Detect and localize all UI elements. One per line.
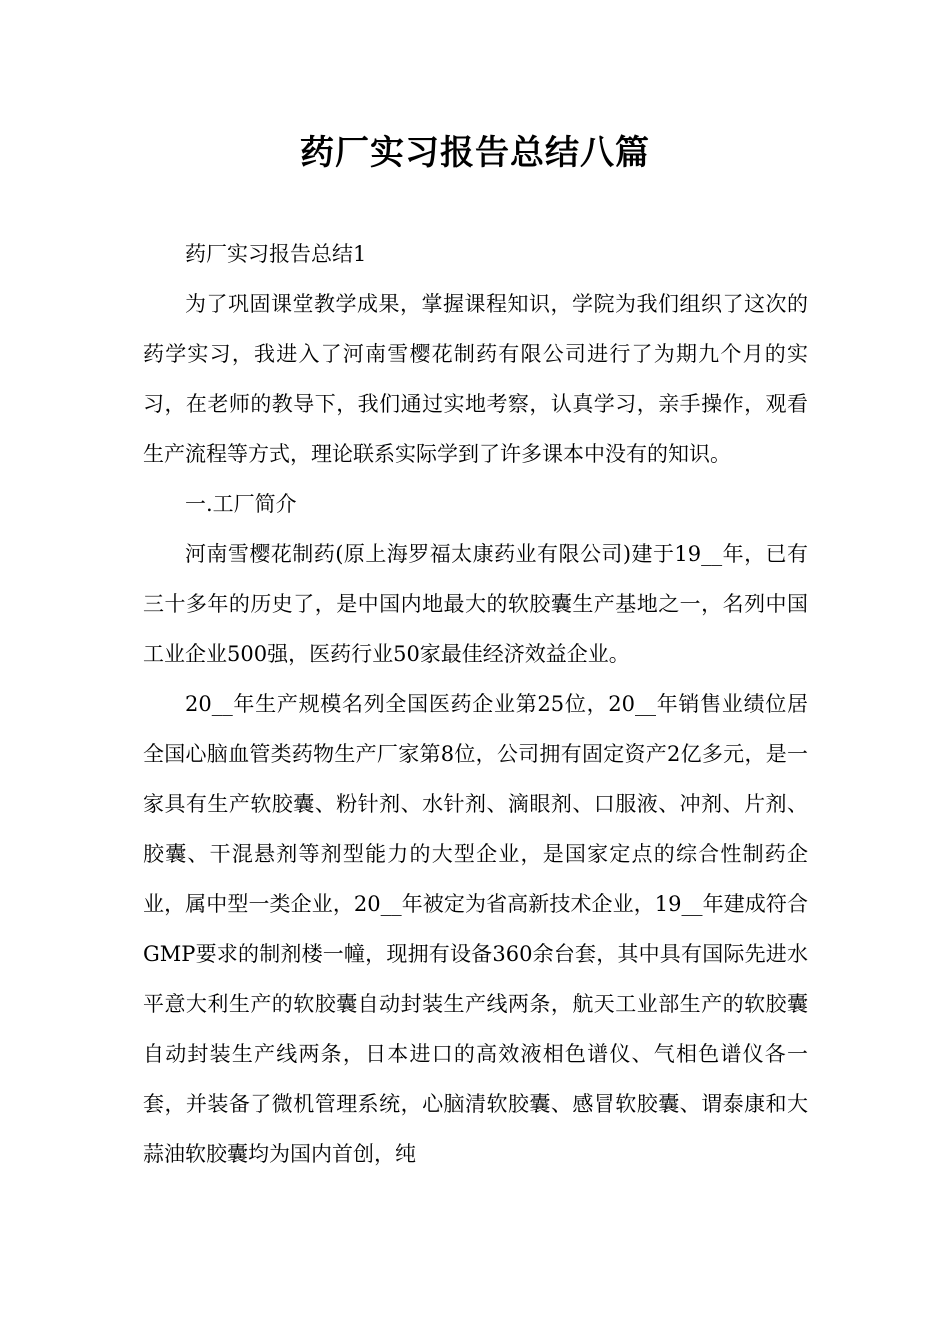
paragraph: 20__年生产规模名列全国医药企业第25位，20__年销售业绩位居全国心脑血管类药物生产厂家第8位，公司拥有固定资产2亿多元，是一家具有生产软胶囊、粉针剂、水针剂、滴眼剂、口服液、冲剂、片剂、胶囊、干混悬剂等剂型能力的大型企业，是国家定点的综合性制药企业，属中型一类企业，20__年被定为省高新技术企业，19__年建成符合GMP要求的制剂楼一幢，现拥有设备360余台套，其中具有国际先进水平意大利生产的软胶囊自动封装生产线两条，航天工业部生产的软胶囊自动封装生产线两条，日本进口的高效液相色谱仪、气相色谱仪各一套，并装备了微机管理系统，心脑清软胶囊、感冒软胶囊、谓泰康和大蒜油软胶囊均为国内首创，纯 — [143, 692, 808, 1166]
document-body — [143, 229, 808, 1179]
paragraph: 为了巩固课堂教学成果，掌握课程知识，学院为我们组织了这次的药学实习，我进入了河南雪樱花制药有限公司进行了为期九个月的实习，在老师的教导下，我们通过实地考察，认真学习，亲手操作，观看生产流程等方式，理论联系实际学到了许多课本中没有的知识。 — [143, 292, 808, 466]
paragraph: 河南雪樱花制药(原上海罗福太康药业有限公司)建于19__年，已有三十多年的历史了，是中国内地最大的软胶囊生产基地之一，名列中国工业企业500强，医药行业50家最佳经济效益企业。 — [143, 542, 808, 666]
document-title: 药厂实习报告总结八篇 — [300, 133, 650, 173]
section-heading: 一.工厂简介 — [185, 492, 297, 516]
section-heading: 药厂实习报告总结1 — [185, 242, 367, 266]
